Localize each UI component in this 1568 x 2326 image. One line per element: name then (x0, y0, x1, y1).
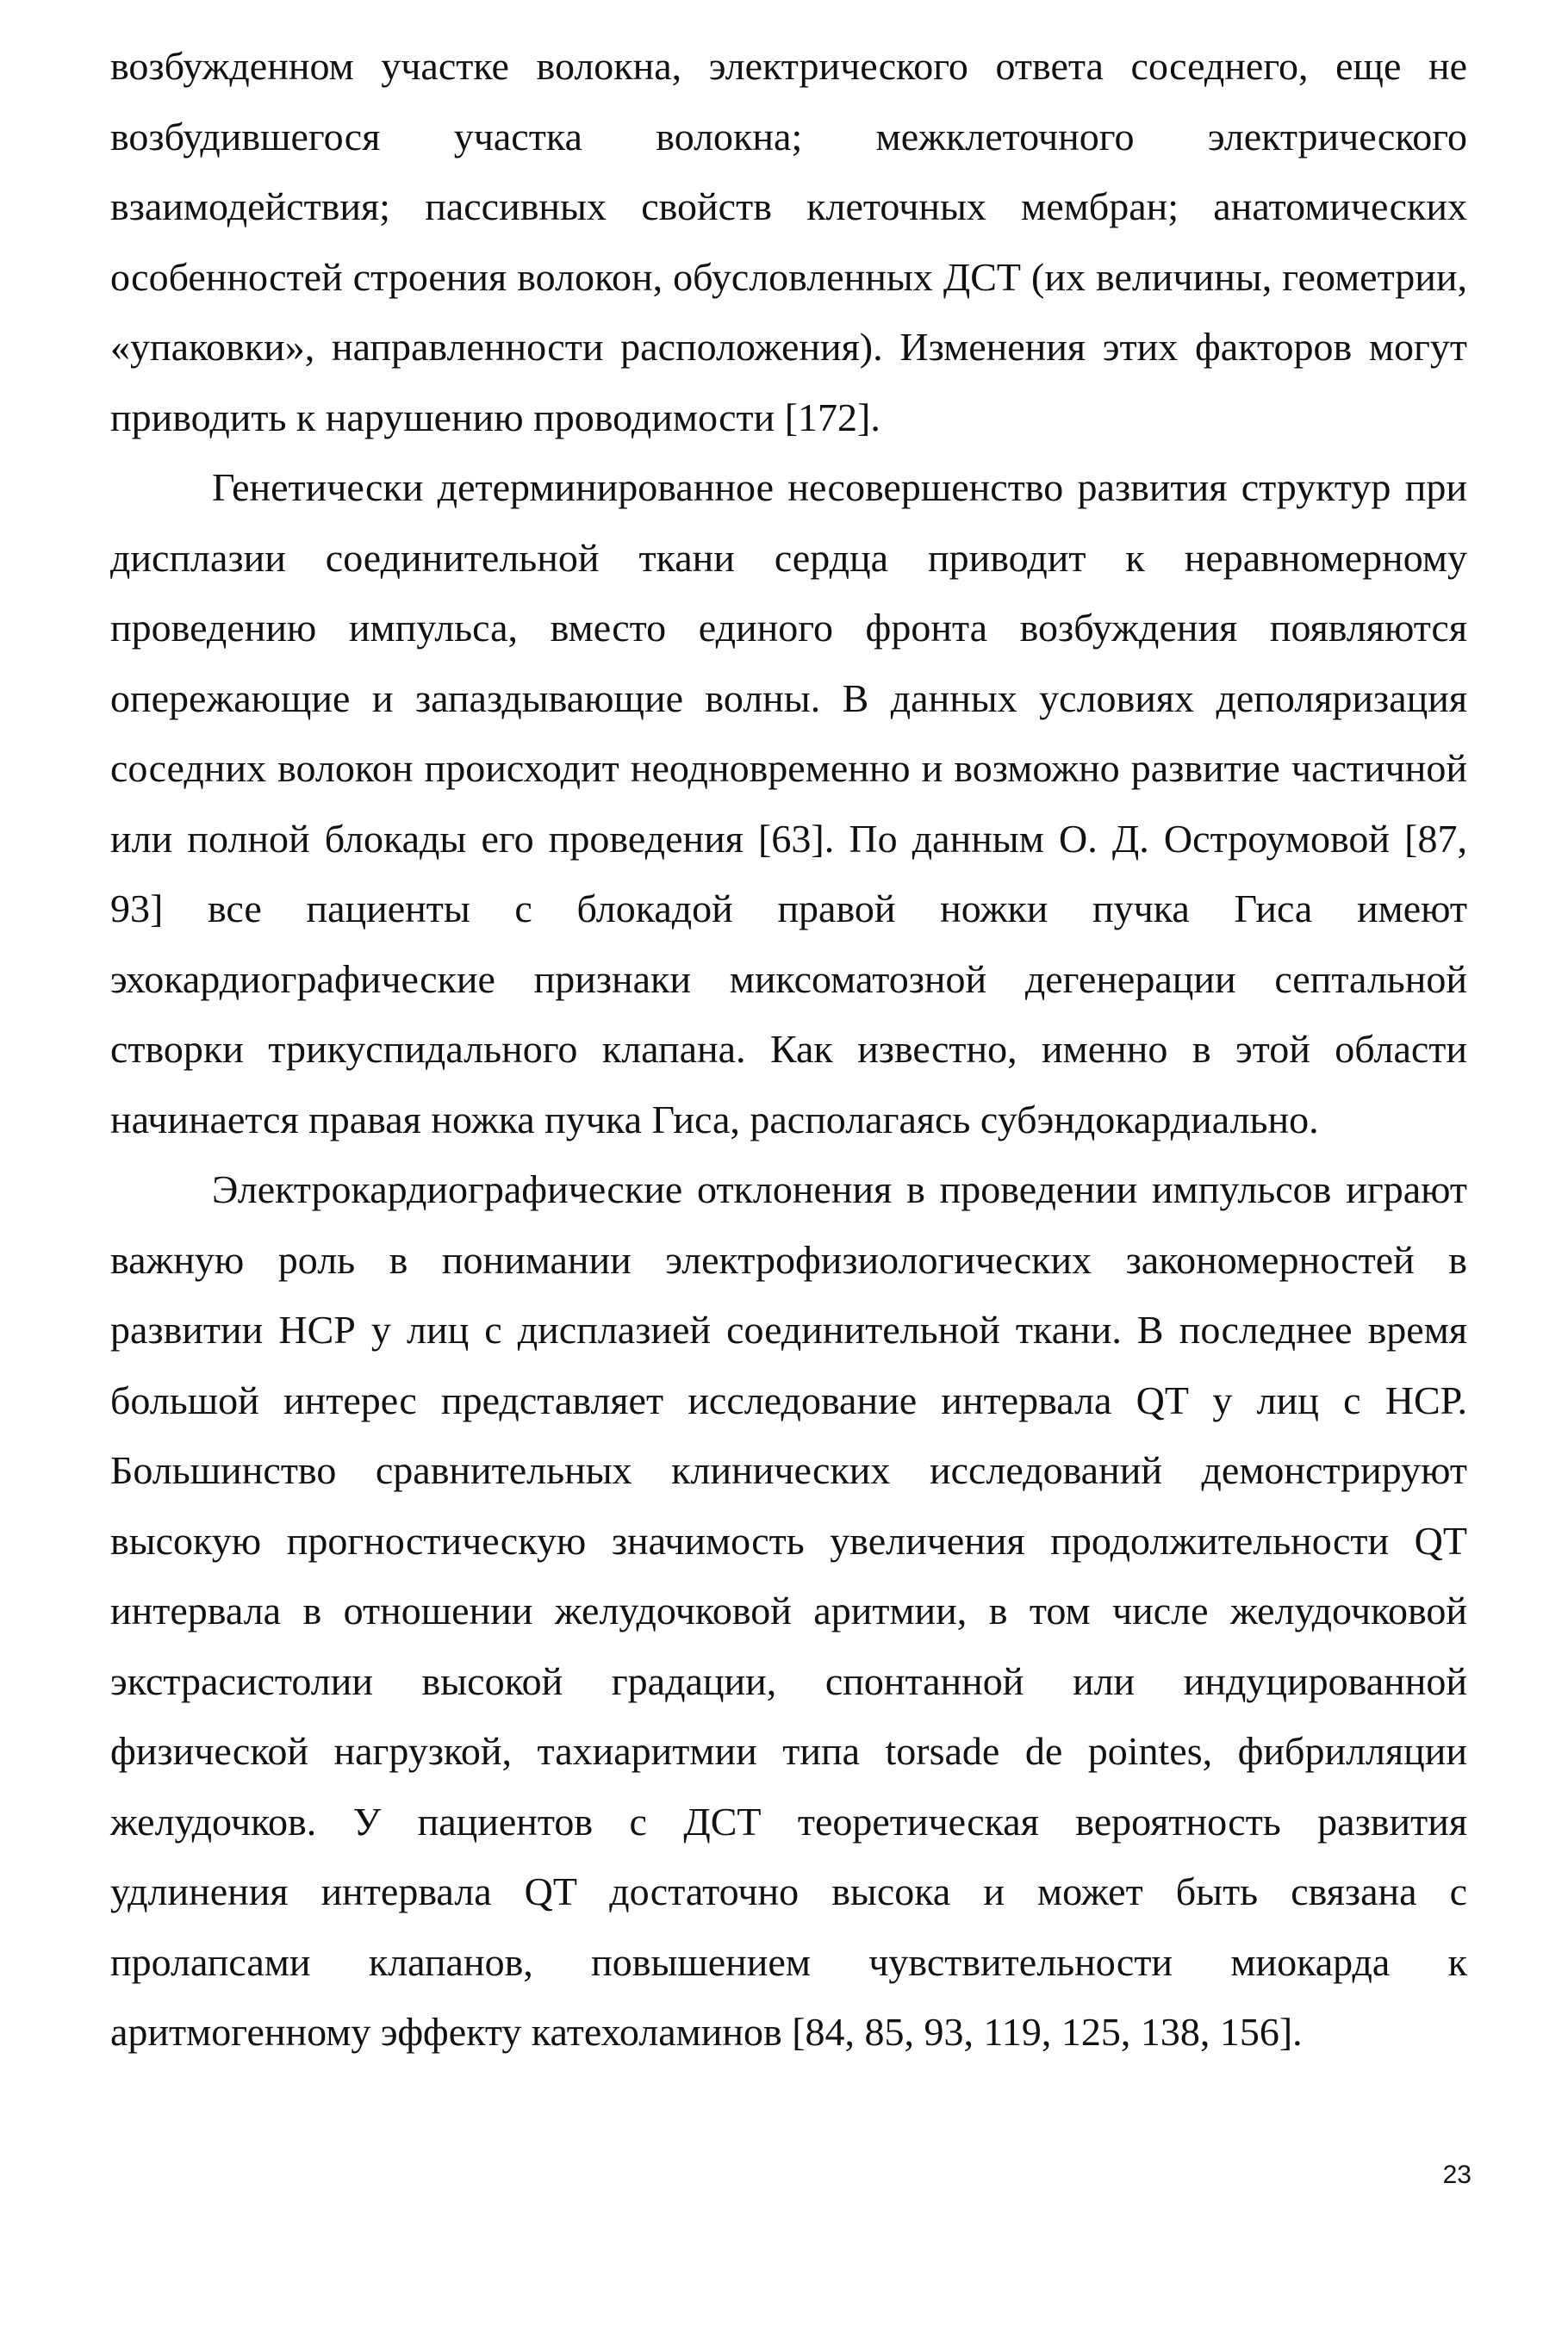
page-number: 23 (1442, 2161, 1472, 2189)
paragraph-continuation: возбужденном участке волокна, электрического ответа соседнего, еще не возбудившегося участка волокна; межклеточного электрического взаимодействия; пассивных свойств клеточных мембран; анатомических особенностей строения волокон, обусловленных ДСТ (их величины, геометрии, «упаковки», направленности расположения). Изменения этих факторов могут приводить к нарушению проводимости [172]. (110, 44, 1467, 439)
paragraph-qt-interval: Электрокардиографические отклонения в проведении импульсов играют важную роль в понимании электрофизиологических закономерностей в развитии НСР у лиц с дисплазией соединительной ткани. В последнее время большой интерес представляет исследование интервала QT у лиц с НСР. Большинство сравнительных клинических исследований демонстрируют высокую прогностическую значимость увеличения продолжительности QT интервала в отношении желудочковой аритмии, в том числе желудочковой экстрасистолии высокой градации, спонтанной или индуцированной физической нагрузкой, тахиаритмии типа torsade de pointes, фибрилляции желудочков. У пациентов с ДСТ теоретическая вероятность развития удлинения интервала QT достаточно высока и может быть связана с пролапсами клапанов, повышением чувствительности миокарда к аритмогенному эффекту катехоламинов [84, 85, 93, 119, 125, 138, 156]. (110, 1167, 1467, 2054)
body-text (110, 31, 1467, 2068)
paragraph-conduction-defects: Генетически детерминированное несовершенство развития структур при дисплазии соединительной ткани сердца приводит к неравномерному проведению импульса, вместо единого фронта возбуждения появляются опережающие и запаздывающие волны. В данных условиях деполяризация соседних волокон происходит неодновременно и возможно развитие частичной или полной блокады его проведения [63]. По данным О. Д. Остроумовой [87, 93] все пациенты с блокадой правой ножки пучка Гиса имеют эхокардиографические признаки миксоматозной дегенерации септальной створки трикуспидального клапана. Как известно, именно в этой области начинается правая ножка пучка Гиса, располагаясь субэндокардиально. (110, 465, 1467, 1141)
